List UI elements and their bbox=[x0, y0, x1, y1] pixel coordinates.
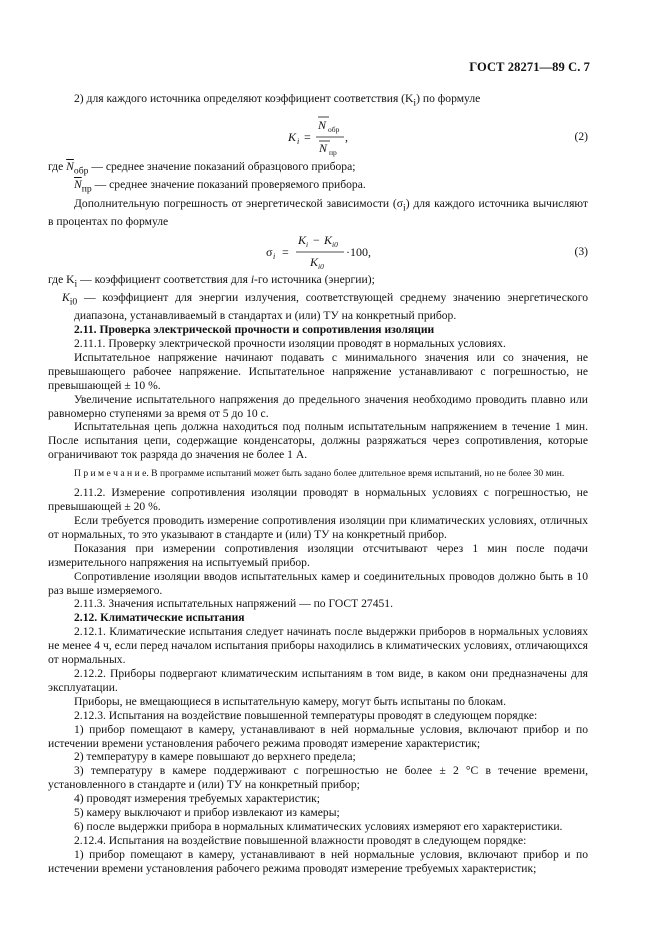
paragraph-item-2: 2) для каждого источника определяют коэффициент соответствия $(K_i)$ по формуле bbox=[74, 92, 481, 109]
list-item-temp-5: 5) камеру выключают и прибор извлекают из камеры; bbox=[74, 806, 340, 820]
formula-3 bbox=[48, 231, 588, 273]
paragraph-2-12-3: 2.12.3. Испытания на воздействие повышенной температуры проводят в следующем порядке: bbox=[74, 708, 538, 722]
formula-3-lhs: σ bbox=[266, 244, 273, 259]
list-item-temp-6: 6) после выдержки прибора в нормальных климатических условиях измеряют его характеристики. bbox=[74, 819, 563, 833]
list-item-temp-2: 2) температуру в камере повышают до верхнего предела; bbox=[74, 750, 356, 764]
paragraph-2-12-4: 2.12.4. Испытания на воздействие повышенной влажности проводят в следующем порядке: bbox=[74, 833, 527, 847]
formula-2-den-sub: пр bbox=[329, 148, 337, 158]
formula-2-eq: = bbox=[304, 130, 311, 145]
paragraph-blocks: Приборы, не вмещающиеся в испытательную камеру, могут быть испытаны по блокам. bbox=[74, 694, 507, 708]
paragraph-readings: Показания при измерении сопротивления изоляции отсчитывают через 1 мин после подачи измерительного напряжения на испытуемый прибор. bbox=[48, 541, 588, 569]
formula-2-num-var: N bbox=[318, 118, 327, 133]
paragraph-climatic-measure: Если требуется проводить измерение сопротивления изоляции при климатических условиях, отличных от нормальных, то это указывают в стандарте и (или) ТУ на конкретный прибор. bbox=[48, 514, 588, 541]
paragraph-test-voltage: Испытательное напряжение начинают подавать с минимального значения или со значения, не превышающего рабочее напряжение. Испытательное напряжение устанавливают с погрешностью, не превышающей ± 10 %. bbox=[48, 350, 588, 392]
formula-2 bbox=[48, 114, 588, 158]
formula-3-den-sub: i0 bbox=[318, 261, 324, 271]
formula-3-den: K bbox=[310, 254, 319, 269]
list-item-temp-1: 1) прибор помещают в камеру, устанавливают в ней нормальные условия, включают прибор и по истечении времени установления рабочего режима проводят измерение характеристик; bbox=[48, 722, 588, 750]
formula-2-den-var: N bbox=[319, 141, 328, 156]
formula-3-graphic bbox=[48, 231, 588, 273]
formula-2-lhs-sub: i bbox=[297, 137, 300, 147]
note: П р и м е ч а н и е. В программе испытаний может быть задано более длительное время испытаний, но не более 30 мин. bbox=[74, 468, 565, 480]
section-heading-2-12: 2.12. Климатические испытания bbox=[74, 611, 245, 625]
formula-2-lhs: K bbox=[288, 130, 297, 145]
paragraph-additional-error: Дополнительную погрешность от энергетической зависимости $(\sigma_i)$ для каждого источника вычисляют в процентах по формуле bbox=[48, 196, 588, 228]
formula-2-tail: , bbox=[345, 130, 348, 145]
formula-2-number: (2) bbox=[574, 130, 588, 144]
formula-2-graphic bbox=[48, 114, 588, 158]
where-block-1b: $\overline{N}_{пр}$ — среднее значение показаний проверяемого прибора. bbox=[74, 178, 366, 195]
section-heading-2-11: 2.11. Проверка электрической прочности и сопротивления изоляции bbox=[74, 323, 435, 337]
page-header: ГОСТ 28271—89 С. 7 bbox=[469, 60, 590, 74]
formula-3-num-b: K bbox=[324, 232, 333, 247]
paragraph-2-11-1: 2.11.1. Проверку электрической прочности изоляции проводят в нормальных условиях. bbox=[74, 337, 506, 351]
where-block-2b: $K_{i0}$ — коэффициент для энергии излучения, соответствующей среднему значению энергетического диапазона, устанавливаемый в стандартах и (или) ТУ на конкретный прибор. bbox=[62, 291, 588, 323]
list-item-temp-4: 4) проводят измерения требуемых характеристик; bbox=[74, 792, 321, 806]
formula-3-eq: = bbox=[282, 244, 289, 259]
formula-3-tail: ·100, bbox=[346, 244, 371, 259]
paragraph-2-11-2: 2.11.2. Измерение сопротивления изоляции проводят в нормальных условиях с погрешностью, не превышающей ± 20 %. bbox=[48, 486, 588, 514]
paragraph-2-11-3: 2.11.3. Значения испытательных напряжений — по ГОСТ 27451. bbox=[74, 597, 393, 611]
formula-3-lhs-sub: i bbox=[273, 251, 276, 261]
paragraph-2-12-2: 2.12.2. Приборы подвергают климатическим испытаниям в том виде, в каком они предназначены для эксплуатации. bbox=[48, 666, 588, 694]
paragraph-voltage-increase: Увеличение испытательного напряжения до предельного значения необходимо проводить плавно или равномерно ступенями за время от 5 до 10 с. bbox=[48, 392, 588, 420]
paragraph-2-12-1: 2.12.1. Климатические испытания следует начинать после выдержки приборов в нормальных условиях не менее 4 ч, если перед началом испытания приборы находились в климатических условиях, отличающихся от нормальных. bbox=[48, 625, 588, 667]
list-item-humidity-1: 1) прибор помещают в камеру, устанавливают в ней нормальные условия, включают прибор и по истечении времени установления рабочего режима проводят измерение требуемых характеристик; bbox=[48, 847, 588, 875]
formula-3-num-a-sub: i bbox=[306, 239, 309, 249]
formula-3-minus: − bbox=[313, 232, 320, 247]
where-block-2a: где $K_i$ — коэффициент соответствия для i-го источника (энергии); bbox=[48, 272, 375, 290]
formula-2-num-sub: обр bbox=[328, 125, 340, 135]
document-body bbox=[48, 92, 588, 876]
list-item-temp-3: 3) температуру в камере поддерживают с погрешностью не более ± 2 °C в течение времени, установленного в стандарте и (или) ТУ на конкретный прибор; bbox=[48, 764, 588, 792]
where-block-1a: где $\overline{N}_{обр}$ — среднее значение показаний образцового прибора; bbox=[48, 160, 356, 177]
formula-3-num-b-sub: i0 bbox=[332, 239, 338, 249]
formula-3-num-a: K bbox=[298, 232, 307, 247]
formula-3-number: (3) bbox=[574, 244, 588, 258]
paragraph-test-circuit: Испытательная цепь должна находиться под полным испытательным напряжением в течение 1 мин. После испытания цепи, содержащие конденсаторы, должны разряжаться через сопротивления, которые ограничивают ток разряда до значения не более 1 А. bbox=[48, 420, 588, 462]
paragraph-insulation-inputs: Сопротивление изоляции вводов испытательных камер и соединительных проводов должно быть в 10 раз выше измеряемого. bbox=[48, 569, 588, 597]
